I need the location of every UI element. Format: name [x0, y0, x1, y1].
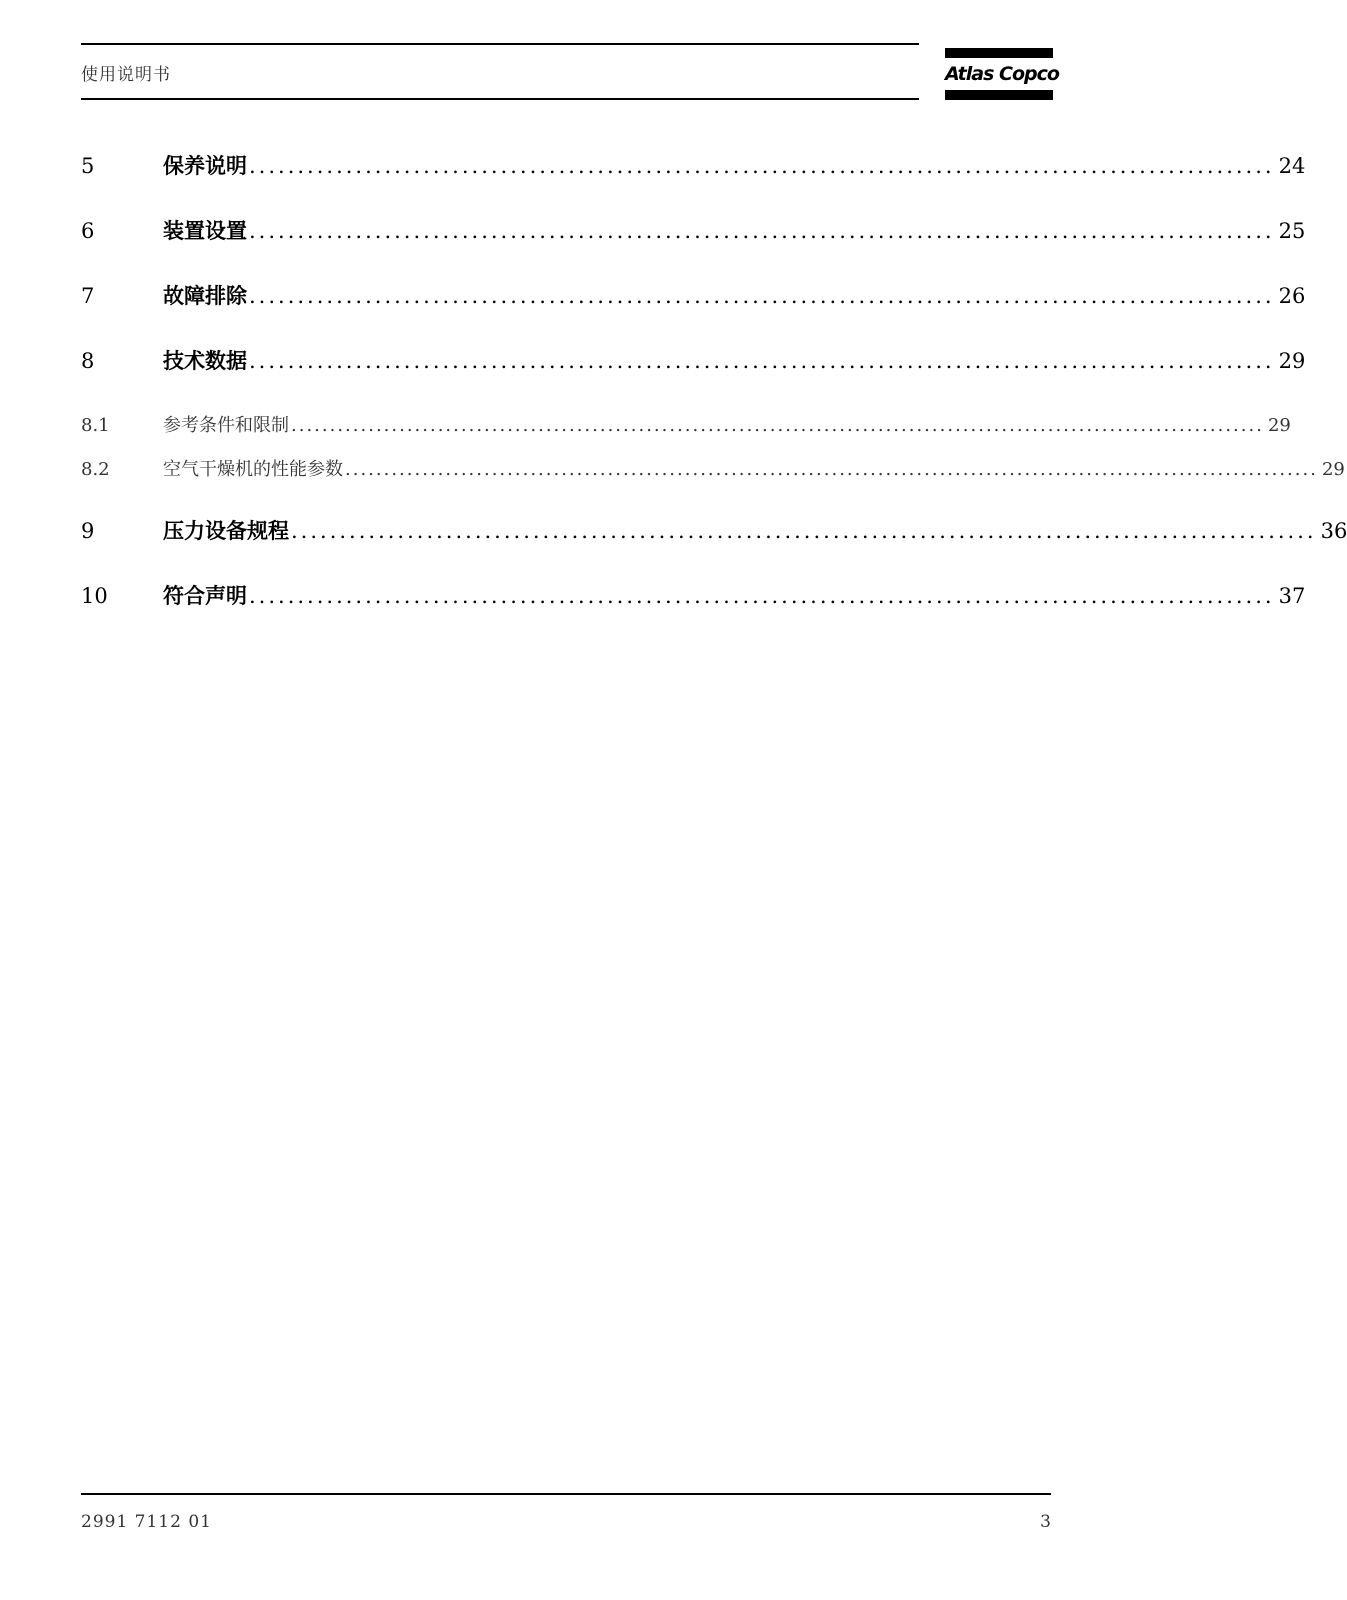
logo-wordmark: Atlas Copco — [945, 63, 1059, 85]
toc-entry-page: 26 — [1278, 284, 1306, 308]
toc-dot-leader: .......................................................................................................... — [291, 519, 1317, 543]
toc-entry-number: 9 — [81, 519, 95, 543]
toc-entry[interactable] — [81, 345, 1306, 375]
toc-entry-title: 技术数据 — [163, 349, 247, 373]
toc-entry-page: 25 — [1278, 219, 1306, 243]
toc-entry-page: 37 — [1278, 584, 1306, 608]
page-number: 3 — [1040, 1512, 1051, 1532]
toc-dot-leader: .............................................................................................................................. — [291, 415, 1264, 436]
toc-dot-leader: .............................................................................................................................. — [345, 459, 1318, 480]
document-title: 使用说明书 — [81, 65, 171, 85]
toc-entry[interactable] — [81, 515, 1347, 545]
toc-entry-page: 29 — [1278, 349, 1306, 373]
toc-dot-leader: .......................................................................................................... — [249, 349, 1275, 373]
toc-subentry[interactable] — [81, 411, 1291, 437]
toc-entry-title: 空气干燥机的性能参数 — [163, 459, 343, 480]
toc-dot-leader: .......................................................................................................... — [249, 584, 1275, 608]
toc-entry-title: 参考条件和限制 — [163, 415, 289, 436]
document-number: 2991 7112 01 — [81, 1512, 212, 1532]
toc-entry-number: 8.2 — [81, 459, 110, 480]
toc-entry[interactable] — [81, 580, 1306, 610]
toc-dot-leader: .......................................................................................................... — [249, 219, 1275, 243]
logo-top-bar — [945, 48, 1053, 58]
logo-bottom-bar — [945, 90, 1053, 100]
header-top-rule — [81, 43, 919, 45]
toc-entry[interactable] — [81, 150, 1306, 180]
toc-entry-title: 故障排除 — [163, 284, 247, 308]
toc-entry-title: 保养说明 — [163, 154, 247, 178]
toc-entry-page: 24 — [1278, 154, 1306, 178]
toc-entry-page: 29 — [1321, 459, 1345, 480]
header-bottom-rule — [81, 98, 919, 100]
toc-entry-number: 5 — [81, 154, 95, 178]
atlas-copco-logo — [945, 48, 1059, 100]
toc-entry-page: 36 — [1320, 519, 1347, 543]
toc-dot-leader: .......................................................................................................... — [249, 284, 1275, 308]
toc-entry-title: 符合声明 — [163, 584, 247, 608]
toc-entry[interactable] — [81, 280, 1306, 310]
toc-entry-number: 7 — [81, 284, 95, 308]
toc-subentry[interactable] — [81, 455, 1345, 481]
toc-entry[interactable] — [81, 215, 1306, 245]
toc-entry-number: 8.1 — [81, 415, 110, 436]
toc-entry-title: 装置设置 — [163, 219, 247, 243]
toc-entry-title: 压力设备规程 — [163, 519, 289, 543]
toc-entry-page: 29 — [1267, 415, 1291, 436]
toc-dot-leader: .......................................................................................................... — [249, 154, 1275, 178]
toc-entry-number: 8 — [81, 349, 95, 373]
toc-entry-number: 6 — [81, 219, 95, 243]
footer-rule — [81, 1493, 1051, 1495]
toc-entry-number: 10 — [81, 584, 108, 608]
